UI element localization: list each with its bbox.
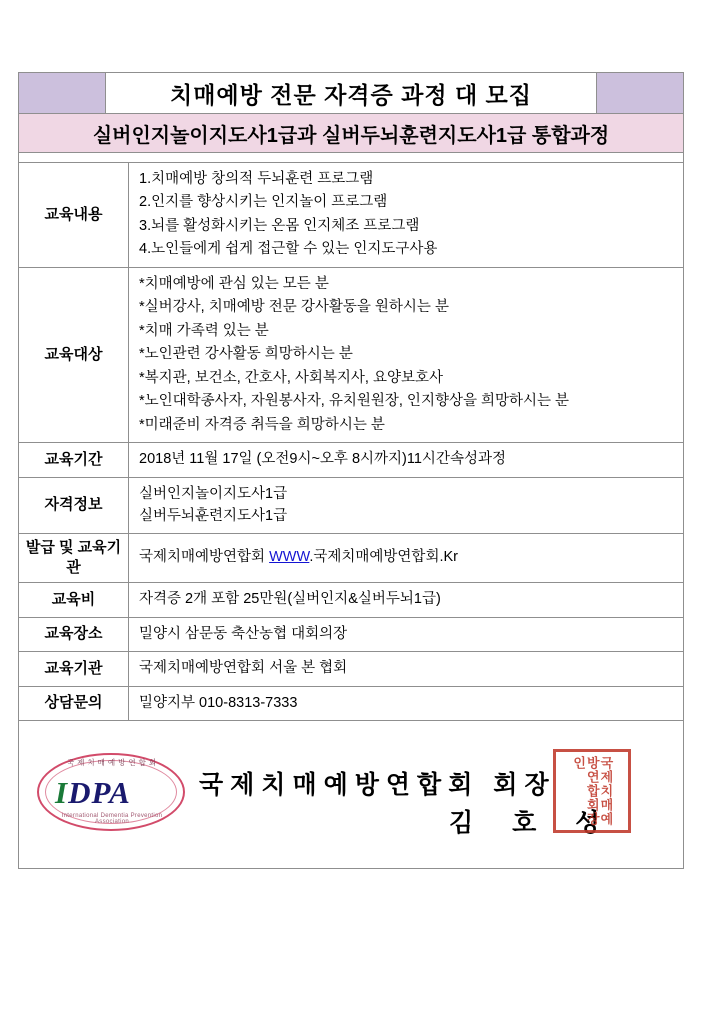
issuer-label-line-2: 교육기관 bbox=[66, 538, 122, 576]
target-line-6: *노인대학종사자, 자원봉사자, 유치원원장, 인지향상을 희망하시는 분 bbox=[139, 393, 570, 410]
spacer-row bbox=[18, 153, 684, 163]
certificate-line-2: 실버두뇌훈련지도사1급 bbox=[139, 508, 288, 525]
row-value-fee bbox=[129, 583, 684, 617]
table-row bbox=[19, 267, 684, 442]
content-line-2: 2.인지를 향상시키는 인지놀이 프로그램 bbox=[139, 194, 388, 211]
table-row bbox=[19, 617, 684, 651]
chairman-name: 김 호 성 bbox=[449, 809, 616, 838]
row-value-period bbox=[129, 443, 684, 477]
period-line-1: 2018년 11월 17일 (오전9시~오후 8시까지)11시간속성과정 bbox=[139, 451, 506, 468]
target-line-7: *미래준비 자격증 취득을 희망하시는 분 bbox=[139, 416, 385, 433]
logo-top-korean-text: 국제치매예방연합회 bbox=[66, 758, 160, 768]
certificate-line-1: 실버인지놀이지도사1급 bbox=[139, 485, 288, 502]
target-line-4: *노인관련 강사활동 희망하시는 분 bbox=[139, 346, 353, 363]
row-label-location: 교육장소 bbox=[19, 617, 129, 651]
issuer-text-suffix: .국제치매예방연합회.Kr bbox=[309, 549, 458, 566]
issuer-text-prefix: 국제치매예방연합회 bbox=[139, 549, 270, 566]
location-line-1: 밀양시 삼문동 축산농협 대회의장 bbox=[139, 625, 348, 642]
row-label-fee: 교육비 bbox=[19, 583, 129, 617]
seal-text: 국제치매예방연합회장인 bbox=[571, 756, 614, 827]
page-title: 치매예방 전문 자격증 과정 대 모집 bbox=[169, 81, 532, 108]
association-website-link[interactable]: WWW bbox=[269, 549, 310, 566]
table-row bbox=[19, 533, 684, 583]
contact-line-1: 밀양지부 010-8313-7333 bbox=[139, 694, 298, 711]
logo-abbrev-i: I bbox=[55, 775, 69, 811]
row-value-contact bbox=[129, 686, 684, 720]
target-line-1: *치매예방에 관심 있는 모든 분 bbox=[139, 275, 329, 292]
table-row bbox=[19, 477, 684, 533]
dpa-logo-icon bbox=[37, 747, 187, 839]
target-line-3: *치매 가족력 있는 분 bbox=[139, 322, 269, 339]
logo-bottom-english-text: International Dementia Prevention Association bbox=[61, 813, 163, 826]
logo-abbreviation bbox=[55, 775, 131, 811]
table-row bbox=[19, 443, 684, 477]
subtitle-banner bbox=[18, 114, 684, 153]
row-label-period: 교육기간 bbox=[19, 443, 129, 477]
info-table bbox=[18, 163, 684, 721]
row-value-education-content bbox=[129, 163, 684, 267]
content-line-1: 1.치매예방 창의적 두뇌훈련 프로그램 bbox=[139, 171, 374, 187]
issuer-label-line-1: 발급 및 bbox=[25, 538, 74, 556]
table-row bbox=[19, 583, 684, 617]
row-value-location bbox=[129, 617, 684, 651]
table-row bbox=[19, 686, 684, 720]
fee-line-1: 자격증 2개 포함 25만원(실버인지&실버두뇌1급) bbox=[139, 591, 441, 608]
row-label-organization: 교육기관 bbox=[19, 652, 129, 686]
row-label-issuer bbox=[19, 533, 129, 583]
target-line-5: *복지관, 보건소, 간호사, 사회복지사, 요양보호사 bbox=[139, 369, 444, 386]
row-label-contact: 상담문의 bbox=[19, 686, 129, 720]
row-value-issuer bbox=[129, 533, 684, 583]
logo-abbrev-rest: DPA bbox=[68, 775, 131, 811]
row-label-education-content: 교육내용 bbox=[19, 163, 129, 267]
table-row bbox=[19, 163, 684, 267]
title-banner-inner bbox=[105, 73, 597, 113]
table-row bbox=[19, 652, 684, 686]
signature-block bbox=[18, 721, 684, 869]
title-banner bbox=[18, 72, 684, 114]
page-subtitle: 실버인지놀이지도사1급과 실버두뇌훈련지도사1급 통합과정 bbox=[92, 124, 610, 147]
content-line-4: 4.노인들에게 쉽게 접근할 수 있는 인지도구사용 bbox=[139, 241, 438, 258]
target-line-2: *실버강사, 치매예방 전문 강사활동을 원하시는 분 bbox=[139, 299, 449, 316]
organization-line-1: 국제치매예방연합회 서울 본 협회 bbox=[139, 660, 348, 677]
row-label-target-audience: 교육대상 bbox=[19, 267, 129, 442]
content-line-3: 3.뇌를 활성화시키는 온몸 인지체조 프로그램 bbox=[139, 217, 420, 234]
association-chairman-title: 국제치매예방연합회 회장 bbox=[199, 771, 556, 800]
row-value-organization bbox=[129, 652, 684, 686]
row-label-certificate-info: 자격정보 bbox=[19, 477, 129, 533]
row-value-certificate-info bbox=[129, 477, 684, 533]
row-value-target-audience bbox=[129, 267, 684, 442]
official-seal-stamp bbox=[553, 749, 631, 833]
